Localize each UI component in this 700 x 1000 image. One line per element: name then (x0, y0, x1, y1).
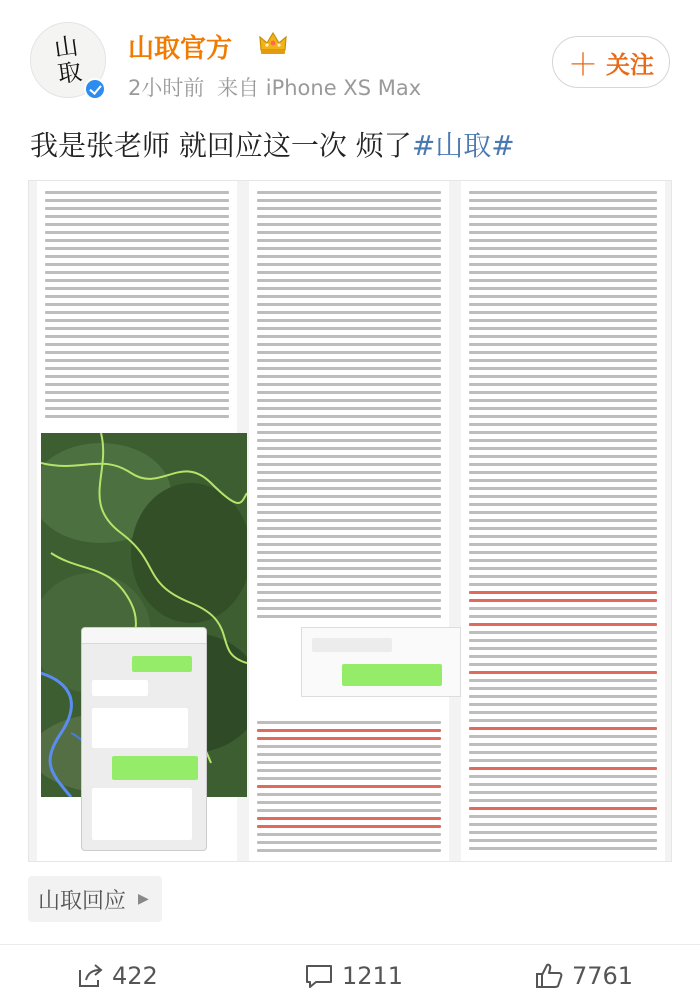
comment-button[interactable] (304, 952, 403, 1000)
text-line (469, 503, 657, 506)
text-line (257, 849, 441, 852)
text-line (257, 817, 441, 820)
chat-screenshot-middle (301, 627, 461, 697)
verified-badge-icon (84, 78, 106, 100)
text-line (45, 239, 229, 242)
text-line (469, 391, 657, 394)
text-line (469, 295, 657, 298)
text-line (469, 743, 657, 746)
document-column-middle (249, 181, 449, 862)
text-line (469, 439, 657, 442)
text-line (257, 375, 441, 378)
text-line (257, 295, 441, 298)
text-line (469, 727, 657, 730)
text-line (45, 415, 229, 418)
text-line (45, 399, 229, 402)
text-line (45, 327, 229, 330)
text-line (257, 615, 441, 618)
text-line (45, 303, 229, 306)
comment-count: 1211 (342, 962, 404, 990)
text-line (469, 615, 657, 618)
text-line (257, 255, 441, 258)
text-line (469, 471, 657, 474)
text-line (257, 511, 441, 514)
text-line (257, 785, 441, 788)
text-line (45, 255, 229, 258)
text-line (469, 839, 657, 842)
text-line (469, 735, 657, 738)
text-line (469, 519, 657, 522)
text-line (45, 279, 229, 282)
post-source-prefix: 来自 (217, 76, 260, 100)
text-line (257, 551, 441, 554)
text-line (257, 801, 441, 804)
text-line (257, 745, 441, 748)
text-line (257, 753, 441, 756)
text-line (469, 671, 657, 674)
text-line (257, 311, 441, 314)
text-line (469, 311, 657, 314)
text-line (469, 767, 657, 770)
text-line (469, 407, 657, 410)
text-line (257, 495, 441, 498)
text-line (469, 527, 657, 530)
document-column-right (461, 181, 665, 862)
text-line (469, 703, 657, 706)
text-line (257, 423, 441, 426)
text-line (469, 383, 657, 386)
text-line (469, 711, 657, 714)
avatar-text: 山 取 (52, 31, 84, 89)
text-line (257, 383, 441, 386)
text-line (469, 623, 657, 626)
text-line (469, 495, 657, 498)
share-icon (76, 962, 104, 990)
text-line (469, 631, 657, 634)
text-line (469, 375, 657, 378)
text-line (257, 769, 441, 772)
text-line (257, 841, 441, 844)
text-line (469, 639, 657, 642)
text-line (257, 535, 441, 538)
text-line (45, 367, 229, 370)
text-line (45, 271, 229, 274)
text-line (257, 367, 441, 370)
text-line (469, 223, 657, 226)
post-meta (128, 72, 421, 102)
text-line (257, 319, 441, 322)
text-line (469, 535, 657, 538)
text-line (257, 239, 441, 242)
text-line (45, 223, 229, 226)
post-text (30, 124, 515, 164)
text-line (469, 415, 657, 418)
triangle-right-icon: ▶ (138, 891, 149, 907)
topic-tag-label: 山取回应 (38, 888, 127, 914)
text-line (469, 423, 657, 426)
text-line (469, 359, 657, 362)
text-line (469, 271, 657, 274)
text-line (257, 471, 441, 474)
text-line (45, 359, 229, 362)
plus-icon: ＋ (568, 48, 598, 83)
text-line (257, 431, 441, 434)
text-line (469, 831, 657, 834)
text-line (469, 759, 657, 762)
text-line (257, 287, 441, 290)
text-line (257, 479, 441, 482)
thumbs-up-icon (534, 961, 564, 991)
text-line (469, 343, 657, 346)
text-line (469, 215, 657, 218)
text-line (257, 335, 441, 338)
text-line (257, 399, 441, 402)
text-line (257, 279, 441, 282)
text-line (469, 479, 657, 482)
text-line (469, 791, 657, 794)
text-line (469, 807, 657, 810)
text-line (469, 575, 657, 578)
text-line (469, 559, 657, 562)
text-line (257, 271, 441, 274)
text-line (469, 567, 657, 570)
text-line (469, 599, 657, 602)
text-line (257, 231, 441, 234)
text-line (45, 311, 229, 314)
text-line (257, 607, 441, 610)
text-line (257, 215, 441, 218)
text-line (45, 263, 229, 266)
text-line (469, 663, 657, 666)
text-line (45, 199, 229, 202)
text-line (469, 751, 657, 754)
text-line (469, 239, 657, 242)
text-line (469, 399, 657, 402)
text-line (45, 335, 229, 338)
text-line (45, 295, 229, 298)
text-line (469, 287, 657, 290)
text-line (257, 825, 441, 828)
topic-tag-chip[interactable] (28, 876, 162, 922)
text-line (257, 391, 441, 394)
text-line (469, 607, 657, 610)
repost-count: 422 (112, 962, 158, 990)
text-line (257, 327, 441, 330)
text-line (257, 559, 441, 562)
text-line (469, 511, 657, 514)
text-line (45, 191, 229, 194)
text-line (45, 207, 229, 210)
follow-button[interactable] (552, 36, 670, 88)
text-line (257, 199, 441, 202)
text-line (469, 335, 657, 338)
text-line (469, 351, 657, 354)
text-line (469, 647, 657, 650)
text-line (257, 527, 441, 530)
text-line (257, 543, 441, 546)
text-line (469, 431, 657, 434)
comment-icon (304, 962, 334, 990)
text-line (469, 655, 657, 658)
text-line (257, 777, 441, 780)
like-button[interactable] (534, 952, 633, 1000)
repost-button[interactable] (76, 952, 158, 1000)
text-line (469, 327, 657, 330)
text-line (257, 793, 441, 796)
post-text-main: 我是张老师 就回应这一次 烦了 (30, 129, 412, 162)
text-line (257, 761, 441, 764)
text-line (469, 319, 657, 322)
text-line (257, 591, 441, 594)
text-line (257, 359, 441, 362)
text-line (257, 247, 441, 250)
post-time: 2小时前 (128, 76, 205, 100)
text-line (45, 351, 229, 354)
text-line (469, 679, 657, 682)
text-line (257, 575, 441, 578)
text-line (257, 263, 441, 266)
text-line (469, 591, 657, 594)
text-line (257, 737, 441, 740)
follow-label: 关注 (606, 50, 654, 79)
post-source-device[interactable]: iPhone XS Max (265, 76, 422, 100)
text-line (469, 799, 657, 802)
text-line (257, 721, 441, 724)
text-line (257, 599, 441, 602)
text-line (257, 351, 441, 354)
text-line (469, 463, 657, 466)
text-line (469, 687, 657, 690)
text-line (257, 567, 441, 570)
text-line (469, 455, 657, 458)
text-line (469, 815, 657, 818)
text-line (257, 439, 441, 442)
text-line (45, 407, 229, 410)
text-line (469, 199, 657, 202)
text-line (45, 383, 229, 386)
text-line (257, 447, 441, 450)
text-line (469, 191, 657, 194)
text-line (257, 833, 441, 836)
username[interactable]: 山取官方 (128, 34, 233, 64)
text-line (45, 319, 229, 322)
text-line (469, 487, 657, 490)
text-line (257, 487, 441, 490)
text-line (469, 247, 657, 250)
text-line (257, 303, 441, 306)
text-line (469, 207, 657, 210)
like-count: 7761 (572, 962, 634, 990)
hashtag-link[interactable]: #山取# (411, 129, 515, 162)
text-line (257, 519, 441, 522)
text-line (45, 287, 229, 290)
text-line (257, 415, 441, 418)
text-line (469, 719, 657, 722)
text-line (257, 191, 441, 194)
text-line (469, 551, 657, 554)
text-line (257, 809, 441, 812)
post-long-image[interactable] (28, 180, 672, 862)
text-line (45, 231, 229, 234)
text-line (45, 343, 229, 346)
text-line (469, 543, 657, 546)
crown-icon (258, 30, 288, 56)
text-line (469, 231, 657, 234)
text-line (257, 407, 441, 410)
text-line (469, 583, 657, 586)
text-line (257, 729, 441, 732)
text-line (45, 391, 229, 394)
text-line (257, 583, 441, 586)
text-line (469, 279, 657, 282)
text-line (257, 207, 441, 210)
text-line (45, 247, 229, 250)
text-line (469, 255, 657, 258)
text-line (45, 375, 229, 378)
text-line (469, 775, 657, 778)
text-line (257, 343, 441, 346)
text-line (257, 463, 441, 466)
text-line (257, 223, 441, 226)
text-line (469, 783, 657, 786)
text-line (469, 823, 657, 826)
divider (0, 944, 700, 945)
text-line (469, 695, 657, 698)
text-line (45, 215, 229, 218)
text-line (257, 503, 441, 506)
chat-screenshot-left (81, 627, 207, 851)
text-line (469, 447, 657, 450)
text-line (469, 263, 657, 266)
text-line (257, 455, 441, 458)
text-line (469, 367, 657, 370)
text-line (469, 847, 657, 850)
text-line (469, 303, 657, 306)
